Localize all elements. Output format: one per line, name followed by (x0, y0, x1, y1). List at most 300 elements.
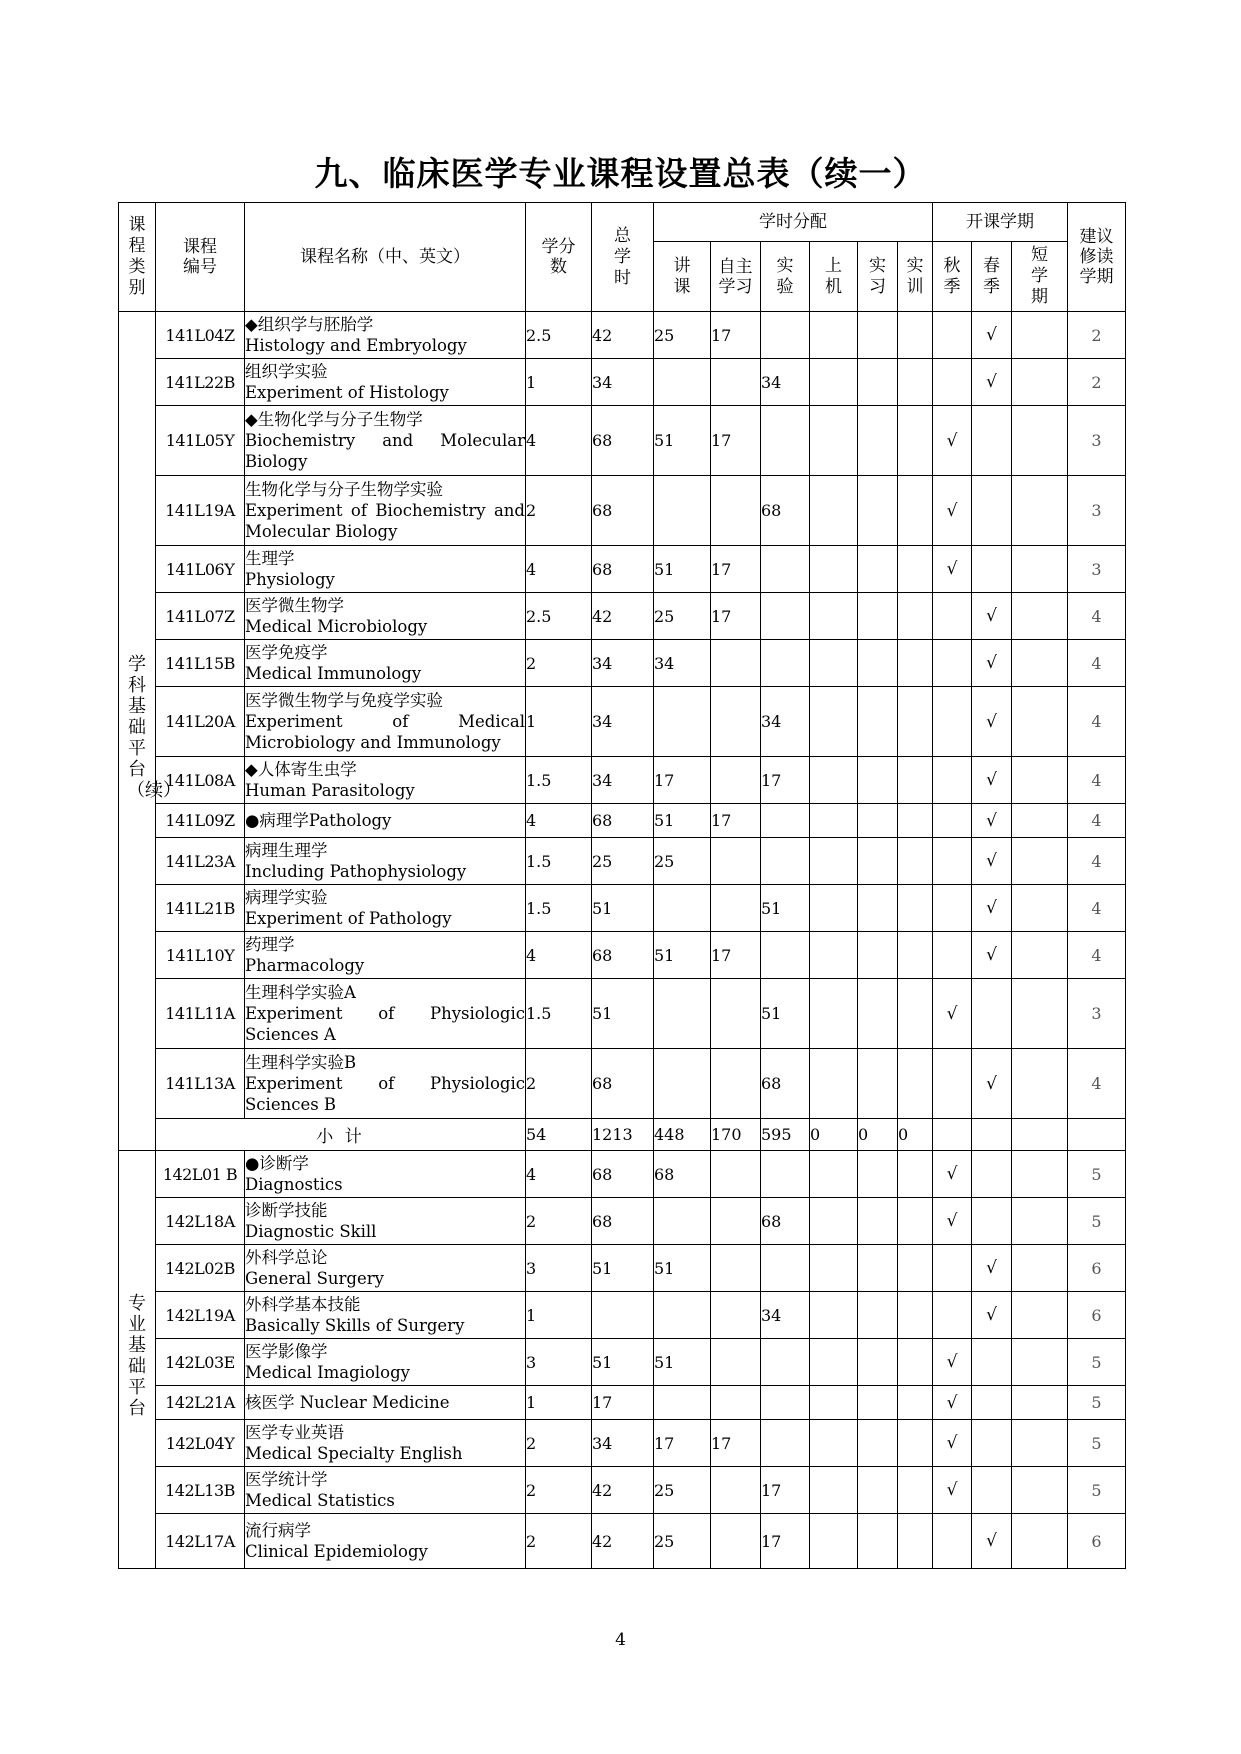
practice-cell (858, 1292, 898, 1339)
computer-cell (810, 804, 858, 838)
course-name-cn: 生理科学实验B (245, 1053, 357, 1072)
computer-cell (810, 1339, 858, 1386)
subtotal-lecture: 448 (654, 1119, 711, 1151)
spring-check (972, 476, 1012, 546)
course-code: 141L21B (156, 885, 245, 932)
credits-cell: 4 (526, 406, 592, 476)
practice-cell (858, 1049, 898, 1119)
course-name-cn: ●病理学Pathology (245, 811, 392, 830)
total-cell: 25 (592, 838, 654, 885)
training-cell (898, 885, 933, 932)
header-spring: 春季 (972, 242, 1012, 312)
category-cell: 学科基础平台（续） (119, 312, 156, 1151)
computer-cell (810, 359, 858, 406)
course-name-en: Experiment of Histology (245, 383, 449, 402)
computer-cell (810, 932, 858, 979)
training-cell (898, 932, 933, 979)
training-cell (898, 1151, 933, 1198)
spring-check (972, 406, 1012, 476)
course-code: 141L20A (156, 687, 245, 757)
computer-cell (810, 1245, 858, 1292)
total-cell: 68 (592, 546, 654, 593)
suggested-semester: 2 (1068, 359, 1126, 406)
course-code: 141L15B (156, 640, 245, 687)
training-cell (898, 1198, 933, 1245)
spring-check (972, 1420, 1012, 1467)
total-cell: 68 (592, 1151, 654, 1198)
spring-check: √ (972, 804, 1012, 838)
short-check (1012, 804, 1068, 838)
short-check (1012, 757, 1068, 804)
short-check (1012, 359, 1068, 406)
total-cell: 42 (592, 312, 654, 359)
course-name (245, 640, 526, 687)
course-code: 142L03E (156, 1339, 245, 1386)
autumn-check (933, 1049, 972, 1119)
course-name (245, 687, 526, 757)
exp-cell: 34 (761, 1292, 810, 1339)
course-code: 142L17A (156, 1514, 245, 1569)
self-cell (711, 1514, 761, 1569)
total-cell: 68 (592, 406, 654, 476)
course-name (245, 406, 526, 476)
course-name-en: Experiment of Biochemistry and Molecular Biology (245, 501, 525, 541)
course-name (245, 838, 526, 885)
autumn-check: √ (933, 1198, 972, 1245)
short-check (1012, 1151, 1068, 1198)
autumn-check: √ (933, 1386, 972, 1420)
course-code: 142L02B (156, 1245, 245, 1292)
header-experiment: 实验 (761, 242, 810, 312)
self-cell: 17 (711, 546, 761, 593)
header-code: 课程编号 (156, 203, 245, 312)
suggested-semester: 5 (1068, 1339, 1126, 1386)
autumn-check: √ (933, 546, 972, 593)
course-name-cn: 医学微生物学 (245, 596, 344, 615)
autumn-check: √ (933, 1467, 972, 1514)
course-code: 141L06Y (156, 546, 245, 593)
table-row (119, 1467, 1126, 1514)
self-cell (711, 1245, 761, 1292)
suggested-semester: 6 (1068, 1245, 1126, 1292)
subtotal-practice: 0 (858, 1119, 898, 1151)
spring-check (972, 979, 1012, 1049)
exp-cell (761, 1420, 810, 1467)
computer-cell (810, 979, 858, 1049)
course-name (245, 1514, 526, 1569)
training-cell (898, 1386, 933, 1420)
course-name-cn: 医学专业英语 (245, 1423, 344, 1442)
computer-cell (810, 1198, 858, 1245)
total-cell: 42 (592, 1514, 654, 1569)
autumn-check (933, 593, 972, 640)
course-name-en: Medical Immunology (245, 664, 422, 683)
total-cell: 34 (592, 687, 654, 757)
table-row (119, 312, 1126, 359)
short-check (1012, 979, 1068, 1049)
total-cell (592, 1292, 654, 1339)
self-cell: 17 (711, 932, 761, 979)
subtotal-total: 1213 (592, 1119, 654, 1151)
course-name (245, 1420, 526, 1467)
course-name-en: Human Parasitology (245, 781, 415, 800)
credits-cell: 1.5 (526, 838, 592, 885)
credits-cell: 1.5 (526, 979, 592, 1049)
course-code: 142L13B (156, 1467, 245, 1514)
lecture-cell: 17 (654, 1420, 711, 1467)
computer-cell (810, 640, 858, 687)
table-row (119, 1151, 1126, 1198)
course-name-cn: 生理科学实验A (245, 983, 356, 1002)
practice-cell (858, 1198, 898, 1245)
credits-cell: 2.5 (526, 593, 592, 640)
short-check (1012, 312, 1068, 359)
header-practice: 实习 (858, 242, 898, 312)
table-row (119, 640, 1126, 687)
header-lecture: 讲课 (654, 242, 711, 312)
exp-cell (761, 932, 810, 979)
credits-cell: 4 (526, 804, 592, 838)
practice-cell (858, 1245, 898, 1292)
computer-cell (810, 1049, 858, 1119)
course-table (118, 202, 1126, 1569)
credits-cell: 2 (526, 476, 592, 546)
computer-cell (810, 1292, 858, 1339)
computer-cell (810, 593, 858, 640)
practice-cell (858, 312, 898, 359)
spring-check (972, 1339, 1012, 1386)
training-cell (898, 1339, 933, 1386)
credits-cell: 4 (526, 546, 592, 593)
course-name (245, 804, 526, 838)
credits-cell: 2 (526, 1514, 592, 1569)
suggested-semester: 5 (1068, 1467, 1126, 1514)
course-name (245, 1339, 526, 1386)
training-cell (898, 546, 933, 593)
exp-cell: 34 (761, 687, 810, 757)
lecture-cell: 25 (654, 1467, 711, 1514)
total-cell: 68 (592, 1198, 654, 1245)
header-name: 课程名称（中、英文） (245, 203, 526, 312)
training-cell (898, 804, 933, 838)
credits-cell: 4 (526, 932, 592, 979)
exp-cell (761, 1386, 810, 1420)
course-name-cn: 外科学基本技能 (245, 1295, 361, 1314)
autumn-check (933, 932, 972, 979)
course-code: 141L05Y (156, 406, 245, 476)
computer-cell (810, 885, 858, 932)
self-cell: 17 (711, 1420, 761, 1467)
suggested-semester: 6 (1068, 1514, 1126, 1569)
exp-cell (761, 406, 810, 476)
training-cell (898, 687, 933, 757)
spring-check: √ (972, 687, 1012, 757)
lecture-cell: 51 (654, 804, 711, 838)
self-cell: 17 (711, 406, 761, 476)
autumn-check: √ (933, 1339, 972, 1386)
total-cell: 51 (592, 979, 654, 1049)
header-training: 实训 (898, 242, 933, 312)
subtotal-label: 小 计 (156, 1119, 526, 1151)
practice-cell (858, 687, 898, 757)
lecture-cell (654, 359, 711, 406)
course-name-en: Experiment of Physiologic Sciences A (245, 1004, 525, 1044)
total-cell: 34 (592, 1420, 654, 1467)
total-cell: 51 (592, 1339, 654, 1386)
table-row (119, 406, 1126, 476)
course-name-cn: 医学统计学 (245, 1470, 328, 1489)
autumn-check (933, 312, 972, 359)
credits-cell: 1 (526, 687, 592, 757)
table-row (119, 1386, 1126, 1420)
course-name-cn: ◆人体寄生虫学 (245, 760, 357, 779)
self-cell (711, 1467, 761, 1514)
suggested-semester: 4 (1068, 932, 1126, 979)
autumn-check (933, 1245, 972, 1292)
header-semester: 开课学期 (933, 203, 1068, 242)
suggested-semester: 4 (1068, 838, 1126, 885)
table-row (119, 546, 1126, 593)
course-name (245, 979, 526, 1049)
training-cell (898, 979, 933, 1049)
autumn-check (933, 1514, 972, 1569)
total-cell: 34 (592, 757, 654, 804)
course-name (245, 476, 526, 546)
exp-cell (761, 312, 810, 359)
autumn-check (933, 640, 972, 687)
training-cell (898, 640, 933, 687)
short-check (1012, 687, 1068, 757)
short-check (1012, 932, 1068, 979)
lecture-cell: 51 (654, 1245, 711, 1292)
practice-cell (858, 476, 898, 546)
spring-check (972, 546, 1012, 593)
training-cell (898, 1420, 933, 1467)
spring-check: √ (972, 1514, 1012, 1569)
total-cell: 51 (592, 1245, 654, 1292)
course-name-en: Experiment of Physiologic Sciences B (245, 1074, 525, 1114)
suggested-semester: 5 (1068, 1151, 1126, 1198)
header-total-hours: 总学时 (592, 203, 654, 312)
computer-cell (810, 546, 858, 593)
exp-cell: 68 (761, 476, 810, 546)
course-code: 141L04Z (156, 312, 245, 359)
short-check (1012, 1049, 1068, 1119)
spring-check: √ (972, 593, 1012, 640)
self-cell (711, 979, 761, 1049)
exp-cell (761, 640, 810, 687)
table-row (119, 757, 1126, 804)
exp-cell (761, 593, 810, 640)
course-name (245, 1386, 526, 1420)
header-category: 课程类别 (119, 203, 156, 312)
table-row (119, 359, 1126, 406)
credits-cell: 2 (526, 1420, 592, 1467)
course-name (245, 1292, 526, 1339)
autumn-check (933, 757, 972, 804)
course-name-cn: 组织学实验 (245, 362, 328, 381)
computer-cell (810, 757, 858, 804)
suggested-semester: 4 (1068, 1049, 1126, 1119)
suggested-semester: 4 (1068, 885, 1126, 932)
lecture-cell (654, 979, 711, 1049)
practice-cell (858, 838, 898, 885)
computer-cell (810, 1420, 858, 1467)
lecture-cell: 51 (654, 546, 711, 593)
short-check (1012, 1292, 1068, 1339)
practice-cell (858, 885, 898, 932)
suggested-semester: 4 (1068, 757, 1126, 804)
header-self-study: 自主学习 (711, 242, 761, 312)
credits-cell: 1.5 (526, 885, 592, 932)
autumn-check (933, 359, 972, 406)
lecture-cell: 25 (654, 838, 711, 885)
practice-cell (858, 593, 898, 640)
practice-cell (858, 546, 898, 593)
autumn-check: √ (933, 1420, 972, 1467)
subtotal-empty (933, 1119, 972, 1151)
credits-cell: 3 (526, 1339, 592, 1386)
self-cell (711, 757, 761, 804)
credits-cell: 1.5 (526, 757, 592, 804)
course-code: 141L08A (156, 757, 245, 804)
course-name (245, 546, 526, 593)
training-cell (898, 312, 933, 359)
short-check (1012, 1467, 1068, 1514)
total-cell: 68 (592, 804, 654, 838)
credits-cell: 1 (526, 1386, 592, 1420)
spring-check: √ (972, 1049, 1012, 1119)
self-cell (711, 1151, 761, 1198)
suggested-semester: 3 (1068, 546, 1126, 593)
self-cell (711, 687, 761, 757)
computer-cell (810, 687, 858, 757)
course-code: 142L19A (156, 1292, 245, 1339)
spring-check: √ (972, 757, 1012, 804)
course-name (245, 757, 526, 804)
course-name-cn: 病理生理学 (245, 841, 328, 860)
subtotal-empty (1012, 1119, 1068, 1151)
suggested-semester: 5 (1068, 1198, 1126, 1245)
self-cell (711, 1049, 761, 1119)
table-row (119, 979, 1126, 1049)
lecture-cell (654, 1198, 711, 1245)
course-code: 141L22B (156, 359, 245, 406)
lecture-cell: 51 (654, 1339, 711, 1386)
training-cell (898, 838, 933, 885)
training-cell (898, 1514, 933, 1569)
course-name (245, 1151, 526, 1198)
short-check (1012, 1245, 1068, 1292)
table-row (119, 932, 1126, 979)
course-name-cn: 生物化学与分子生物学实验 (245, 480, 443, 499)
self-cell (711, 838, 761, 885)
practice-cell (858, 1151, 898, 1198)
lecture-cell (654, 1292, 711, 1339)
training-cell (898, 1245, 933, 1292)
course-name (245, 885, 526, 932)
course-name-en: Medical Imagiology (245, 1363, 410, 1382)
subtotal-empty (972, 1119, 1012, 1151)
course-name-en: Diagnostics (245, 1175, 343, 1194)
total-cell: 68 (592, 1049, 654, 1119)
subtotal-credits: 54 (526, 1119, 592, 1151)
subtotal-empty (1068, 1119, 1126, 1151)
self-cell: 17 (711, 312, 761, 359)
short-check (1012, 1198, 1068, 1245)
self-cell: 17 (711, 593, 761, 640)
credits-cell: 3 (526, 1245, 592, 1292)
short-check (1012, 885, 1068, 932)
course-code: 141L13A (156, 1049, 245, 1119)
category-cell: 专业基础平台 (119, 1151, 156, 1569)
lecture-cell: 25 (654, 1514, 711, 1569)
autumn-check: √ (933, 476, 972, 546)
header-suggested-semester: 建议修读学期 (1068, 203, 1126, 312)
self-cell (711, 476, 761, 546)
exp-cell: 51 (761, 979, 810, 1049)
suggested-semester: 6 (1068, 1292, 1126, 1339)
practice-cell (858, 359, 898, 406)
course-name (245, 1049, 526, 1119)
spring-check (972, 1386, 1012, 1420)
credits-cell: 2 (526, 640, 592, 687)
course-code: 141L19A (156, 476, 245, 546)
lecture-cell (654, 1049, 711, 1119)
credits-cell: 1 (526, 1292, 592, 1339)
table-row (119, 593, 1126, 640)
course-code: 142L01 B (156, 1151, 245, 1198)
course-name-en: Diagnostic Skill (245, 1222, 377, 1241)
computer-cell (810, 1514, 858, 1569)
lecture-cell: 34 (654, 640, 711, 687)
short-check (1012, 406, 1068, 476)
total-cell: 42 (592, 1467, 654, 1514)
autumn-check: √ (933, 979, 972, 1049)
exp-cell: 68 (761, 1198, 810, 1245)
table-row (119, 885, 1126, 932)
course-code: 141L07Z (156, 593, 245, 640)
course-name-en: Medical Microbiology (245, 617, 428, 636)
spring-check: √ (972, 1245, 1012, 1292)
computer-cell (810, 1467, 858, 1514)
spring-check (972, 1151, 1012, 1198)
spring-check: √ (972, 312, 1012, 359)
practice-cell (858, 406, 898, 476)
course-name-cn: 病理学实验 (245, 888, 328, 907)
header-hours-distribution: 学时分配 (654, 203, 933, 242)
practice-cell (858, 640, 898, 687)
self-cell (711, 1339, 761, 1386)
exp-cell: 17 (761, 1514, 810, 1569)
total-cell: 68 (592, 476, 654, 546)
subtotal-self: 170 (711, 1119, 761, 1151)
course-name-en: Clinical Epidemiology (245, 1542, 428, 1561)
course-code: 141L10Y (156, 932, 245, 979)
suggested-semester: 2 (1068, 312, 1126, 359)
lecture-cell (654, 1386, 711, 1420)
lecture-cell: 68 (654, 1151, 711, 1198)
subtotal-training: 0 (898, 1119, 933, 1151)
course-table-body (119, 312, 1126, 1569)
subtotal-exp: 595 (761, 1119, 810, 1151)
course-name-cn: 药理学 (245, 935, 295, 954)
self-cell (711, 1198, 761, 1245)
exp-cell: 17 (761, 1467, 810, 1514)
course-name (245, 1245, 526, 1292)
course-code: 142L18A (156, 1198, 245, 1245)
suggested-semester: 5 (1068, 1420, 1126, 1467)
